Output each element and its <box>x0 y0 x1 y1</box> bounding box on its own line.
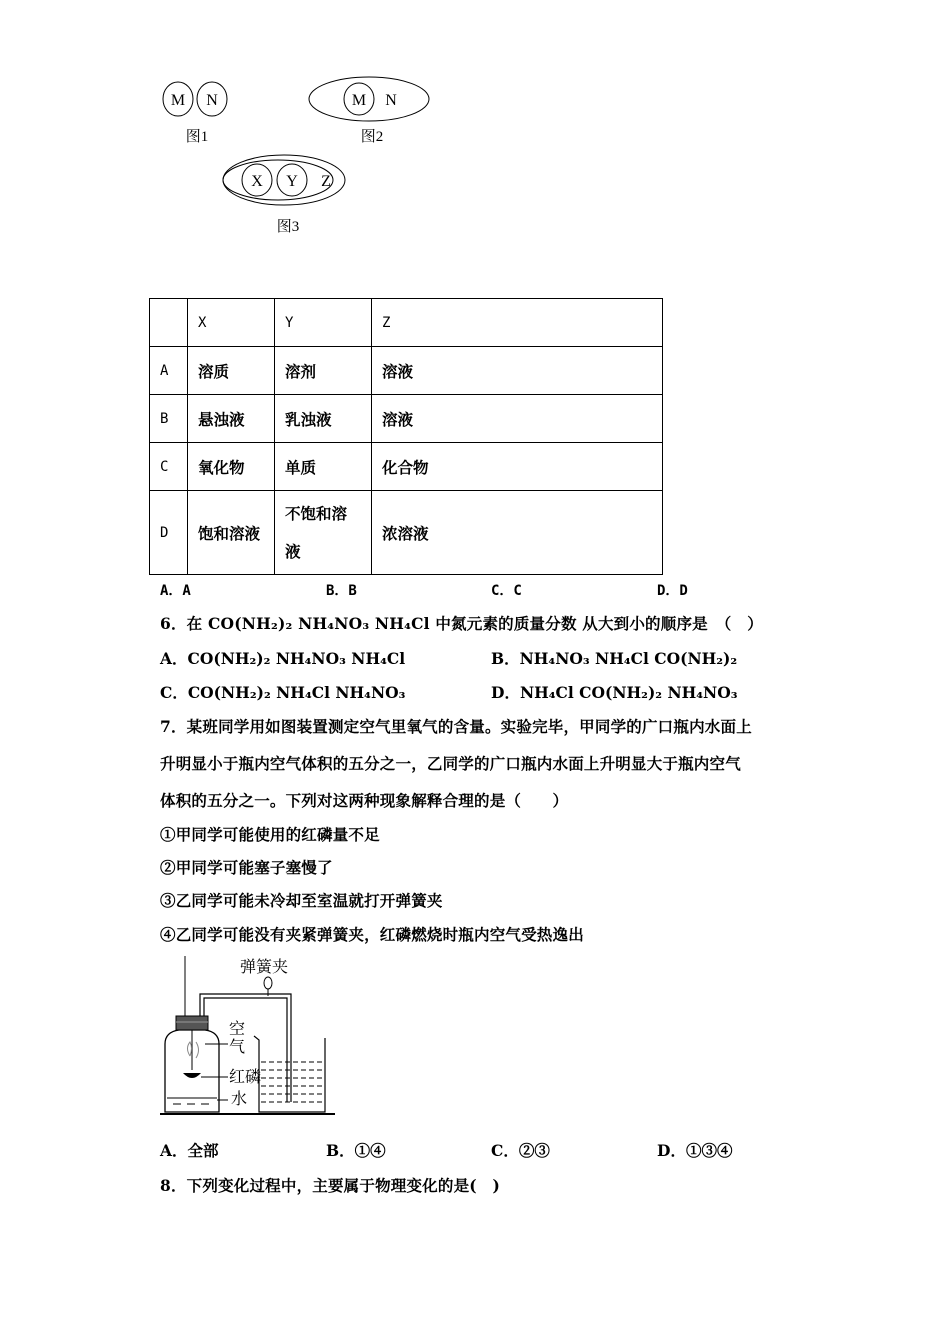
fig1-label-n: N <box>206 92 218 109</box>
q6-option-a[interactable]: A．CO(NH₂)₂ NH₄NO₃ NH₄Cl <box>160 649 406 668</box>
q8-stem: 8．下列变化过程中，主要属于物理变化的是( ) <box>160 1176 501 1195</box>
figure-2 <box>309 77 429 145</box>
label-air-2: 气 <box>229 1039 246 1056</box>
fig3-caption: 图3 <box>276 219 300 235</box>
figure-1 <box>163 82 227 145</box>
label-spring-clip: 弹簧夹 <box>240 959 289 976</box>
table-cell: B <box>150 395 188 443</box>
fig3-label-x: X <box>251 173 263 190</box>
table-header-cell <box>150 299 188 347</box>
q5-option-b[interactable]: B．B <box>326 583 357 599</box>
table-cell: A <box>150 347 188 395</box>
table-header-row <box>150 299 663 347</box>
table-cell: 浓溶液 <box>372 491 663 575</box>
q6-option-b[interactable]: B．NH₄NO₃ NH₄Cl CO(NH₂)₂ <box>491 649 738 668</box>
fig1-label-m: M <box>170 92 186 109</box>
figure-3 <box>223 155 345 235</box>
q7-statement-3: ③乙同学可能未冷却至室温就打开弹簧夹 <box>160 891 443 910</box>
classification-table <box>149 298 663 575</box>
table-header-cell: Z <box>372 299 663 347</box>
q7-statement-2: ②甲同学可能塞子塞慢了 <box>160 858 333 877</box>
fig2-label-m: M <box>351 92 367 109</box>
fig2-label-n: N <box>385 92 397 109</box>
table-row <box>150 491 663 575</box>
label-red-phosphorus: 红磷 <box>229 1069 262 1086</box>
table-header-cell: Y <box>275 299 372 347</box>
fig3-label-z: Z <box>321 173 331 190</box>
q7-option-b[interactable]: B．①④ <box>326 1141 386 1160</box>
q6-option-c[interactable]: C．CO(NH₂)₂ NH₄Cl NH₄NO₃ <box>160 683 406 702</box>
table-row <box>150 395 663 443</box>
q7-stem-line-3: 体积的五分之一。下列对这两种现象解释合理的是（ ） <box>160 791 569 810</box>
table-row <box>150 347 663 395</box>
table-cell: 溶质 <box>188 347 275 395</box>
table-cell: D <box>150 491 188 575</box>
oxygen-apparatus-diagram <box>155 952 345 1120</box>
q5-option-a[interactable]: A．A <box>160 583 191 599</box>
table-cell: 单质 <box>275 443 372 491</box>
table-cell: 氧化物 <box>188 443 275 491</box>
q6-option-d[interactable]: D．NH₄Cl CO(NH₂)₂ NH₄NO₃ <box>491 683 738 702</box>
q7-stem-line-2: 升明显小于瓶内空气体积的五分之一，乙同学的广口瓶内水面上升明显大于瓶内空气 <box>160 754 741 773</box>
table-cell: 溶剂 <box>275 347 372 395</box>
table-cell: C <box>150 443 188 491</box>
q6-stem: 6．在 CO(NH₂)₂ NH₄NO₃ NH₄Cl 中氮元素的质量分数 从大到小的顺序是 （ ） <box>160 614 763 633</box>
venn-figures <box>150 70 450 245</box>
fig2-caption: 图2 <box>360 129 384 145</box>
q5-option-c[interactable]: C．C <box>491 583 522 599</box>
q7-statement-1: ①甲同学可能使用的红磷量不足 <box>160 825 380 844</box>
table-cell: 悬浊液 <box>188 395 275 443</box>
q7-option-d[interactable]: D．①③④ <box>657 1141 733 1160</box>
fig3-label-y: Y <box>286 173 298 190</box>
table-header-cell: X <box>188 299 275 347</box>
table-cell: 饱和溶液 <box>188 491 275 575</box>
q7-option-c[interactable]: C．②③ <box>491 1141 550 1160</box>
table-cell: 化合物 <box>372 443 663 491</box>
q7-option-a[interactable]: A．全部 <box>160 1141 219 1160</box>
q5-option-d[interactable]: D．D <box>657 583 688 599</box>
q7-stem-line-1: 7．某班同学用如图装置测定空气里氧气的含量。实验完毕，甲同学的广口瓶内水面上 <box>160 717 752 736</box>
table-cell: 溶液 <box>372 395 663 443</box>
table-cell: 乳浊液 <box>275 395 372 443</box>
fig1-caption: 图1 <box>185 129 209 145</box>
table-row <box>150 443 663 491</box>
table-cell: 不饱和溶液 <box>275 491 372 575</box>
table-cell: 溶液 <box>372 347 663 395</box>
label-air-1: 空 <box>229 1021 246 1038</box>
q7-statement-4: ④乙同学可能没有夹紧弹簧夹，红磷燃烧时瓶内空气受热逸出 <box>160 925 584 944</box>
label-water: 水 <box>231 1091 248 1108</box>
